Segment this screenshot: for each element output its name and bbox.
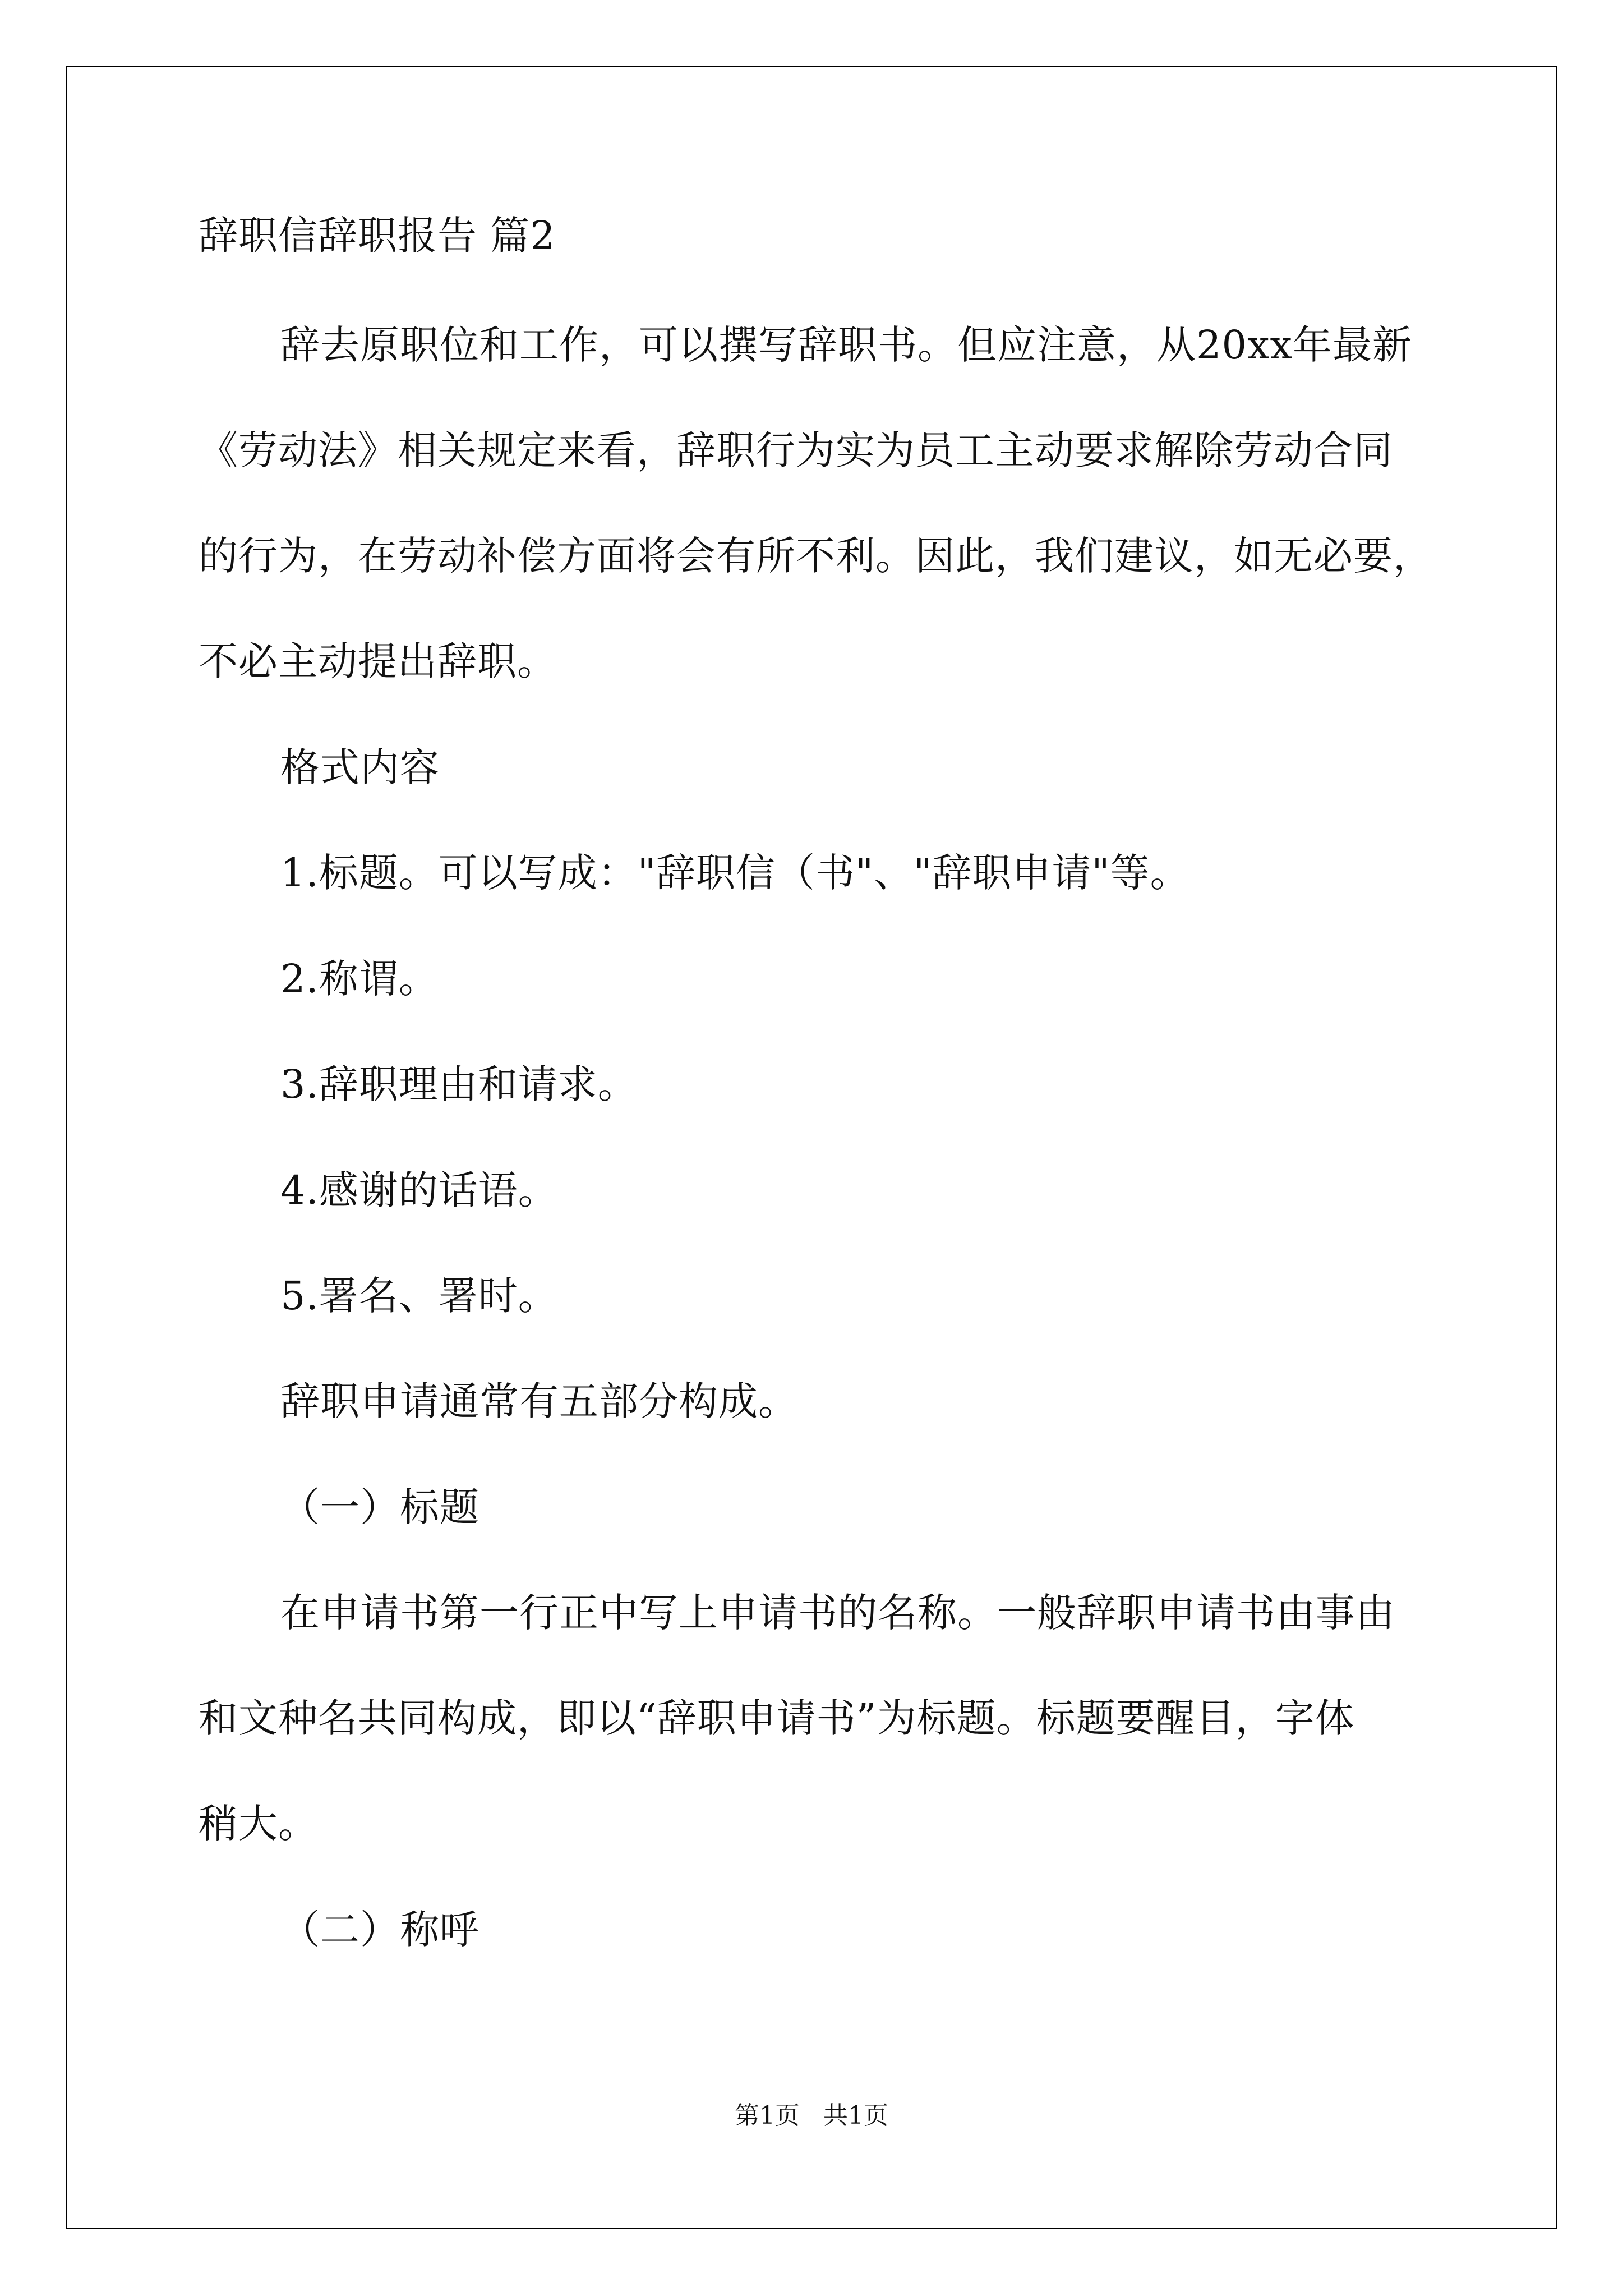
format-item: 4.感谢的话语。 [280,1167,558,1213]
paragraph-line: 不必主动提出辞职。 [199,638,557,684]
paragraph-line: 稍大。 [199,1801,318,1847]
format-item: 5.署名、署时。 [280,1273,558,1319]
parts-intro: 辞职申请通常有五部分构成。 [280,1378,798,1424]
section-title: （一）标题 [280,1484,479,1530]
paragraph-line: 和文种名共同构成，即以“辞职申请书”为标题。标题要醒目，字体 [199,1695,1355,1741]
paragraph-line: 在申请书第一行正中写上申请书的名称。一般辞职申请书由事由 [280,1590,1395,1636]
page-footer: 第1页 共1页 [735,2101,888,2130]
page-border [66,66,1557,2229]
format-heading: 格式内容 [280,744,440,790]
paragraph-line: 辞去原职位和工作，可以撰写辞职书。但应注意，从20xx年最新 [280,322,1413,368]
document-heading: 辞职信辞职报告 篇2 [199,213,556,259]
format-item: 3.辞职理由和请求。 [280,1061,638,1107]
format-item: 2.称谓。 [280,956,439,1002]
section-title: （二）称呼 [280,1907,479,1953]
paragraph-line: 的行为，在劳动补偿方面将会有所不利。因此，我们建议，如无必要， [199,533,1433,579]
paragraph-line: 《劳动法》相关规定来看，辞职行为实为员工主动要求解除劳动合同 [199,427,1393,473]
format-item: 1.标题。可以写成："辞职信（书"、"辞职申请"等。 [280,850,1190,896]
